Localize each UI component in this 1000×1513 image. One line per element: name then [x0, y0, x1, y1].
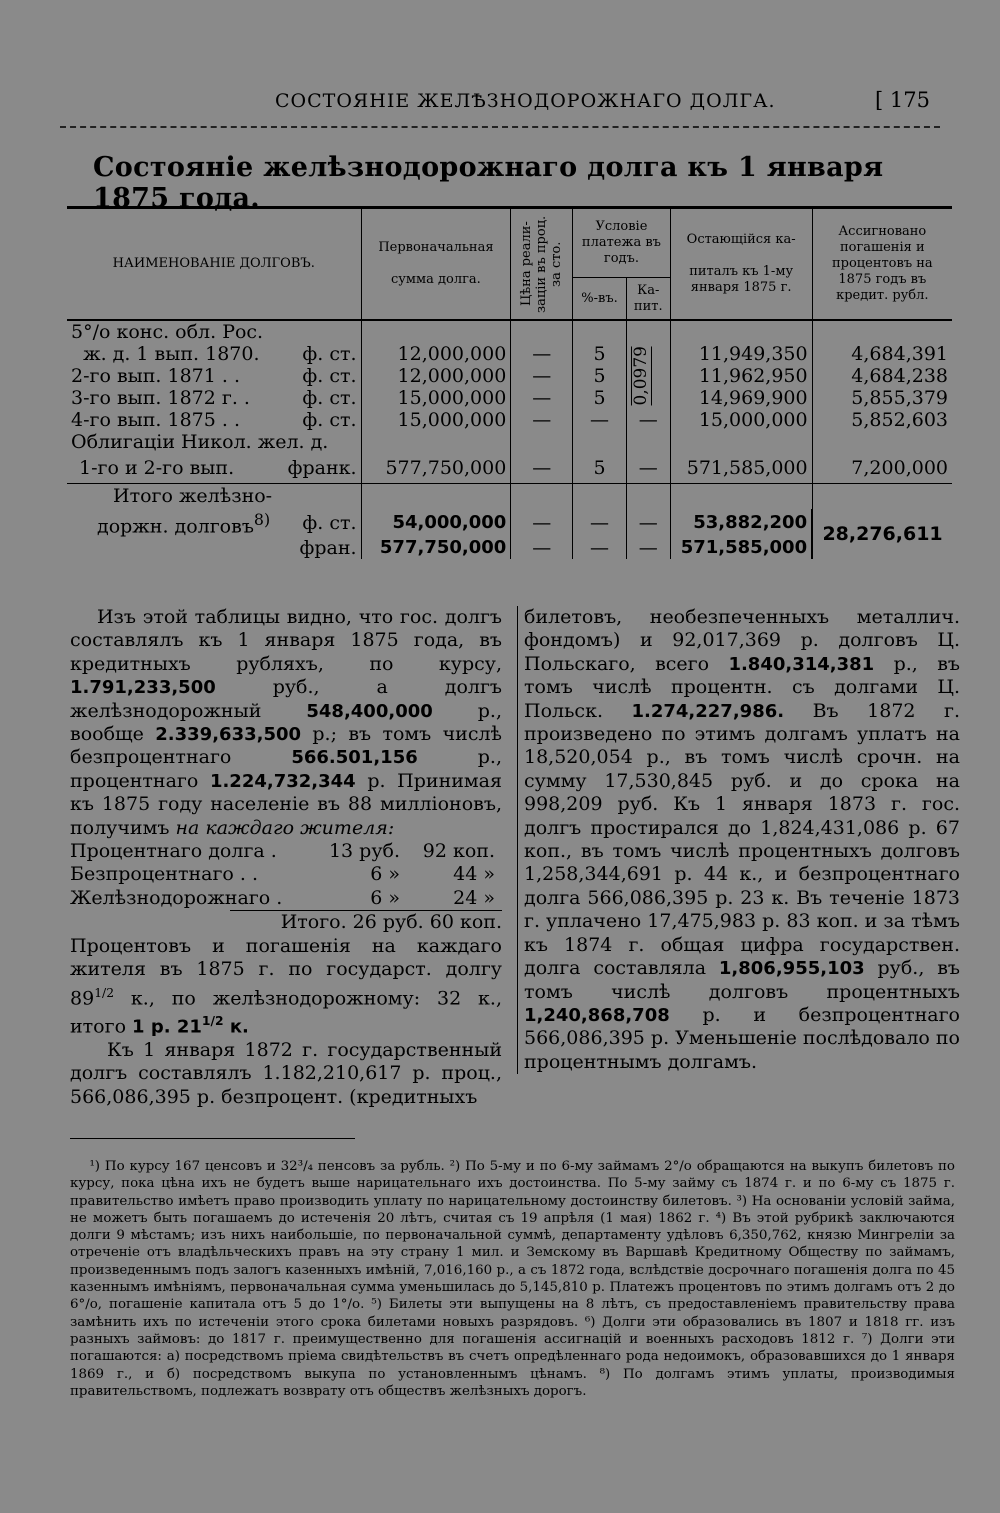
footnote-2: ²) По 5-му и по 6-му займамъ 2°/о обращаются на выкупъ билетовъ по курсу, пока цѣна ихъ не будетъ выше нарицательнаго ихъ достоинства. По 5-му займу съ 1874 г. и по 6-му съ 1875 г. правительство имѣетъ право производить уплату по нарицательному достоинству билетовъ.: [70, 1159, 955, 1209]
item-rub: 6 »: [370, 863, 400, 886]
header-assigned: Ассигновано погашенія и процентовъ на 1875 годъ въ кредит. рубл.: [812, 208, 952, 321]
total-label-line1: Итого желѣзно-: [67, 483, 361, 509]
row-cap: —: [626, 453, 670, 483]
row-name: [67, 320, 361, 343]
row-name-line2: 1-го и 2-го вып.: [79, 456, 235, 479]
cap-bracket: [626, 343, 670, 409]
row-assigned: 5,855,379: [812, 387, 952, 409]
footnote-8: ⁸) По долгамъ этимъ уплаты, производимыя правительствомъ, подлежатъ возврату отъ обществъ желѣзныхъ дорогъ.: [70, 1366, 955, 1399]
amount: 2.339,633,500: [155, 724, 302, 746]
header-remaining-line2: питалъ къ 1-му: [689, 264, 794, 279]
header-initial-line2: сумма долга.: [391, 272, 481, 287]
row-assigned: 4,684,391: [812, 343, 952, 365]
text: р. Принимая къ 1875 году населеніе въ 88 милліоновъ, получимъ: [70, 769, 502, 839]
header-remaining-line3: января 1875 г.: [690, 280, 792, 295]
table-row: [67, 431, 952, 453]
table-row: [67, 387, 952, 409]
header-terms-cap: Ка-пит.: [626, 278, 670, 320]
row-assigned: 5,852,603: [812, 409, 952, 431]
total-row: [67, 483, 952, 509]
left-column: [70, 606, 502, 1109]
item-kop: 44 »: [453, 863, 495, 886]
page-title: Состояніе желѣзнодорожнаго долга къ 1 января 1875 года.: [93, 152, 884, 214]
row-initial: 15,000,000: [361, 387, 511, 409]
row-remaining: 571,585,000: [670, 453, 812, 483]
book-page: [55, 70, 960, 1480]
table-row: [67, 409, 952, 431]
table-row: [67, 320, 952, 343]
header-remaining-line1: Остающійся ка-: [686, 232, 796, 247]
text: р., вообще: [70, 699, 503, 746]
footnote-6: ⁶) Долги эти образовались въ 1807 и 1818 гг. изъ разныхъ займовъ: до 1817 г. преимущественно для погашенія ассигнацій и военныхъ расходовъ 1812 г.: [70, 1314, 955, 1347]
total-assigned: 28,276,611: [812, 509, 952, 559]
total-dash: —: [626, 509, 670, 537]
total-row: [67, 509, 952, 537]
item-rub: 6 »: [370, 886, 400, 909]
header-terms: Условіе платежа въ годъ.: [573, 208, 671, 278]
footnote-4: ⁴) Въ этой рубрикѣ заключаются долги 9 мѣстамъ; изъ нихъ наибольшіе, по первоначальной суммѣ, департаменту удѣловъ 6,350,762, князю Мингреліи за отреченіе отъ владѣльческихъ правъ на эту страну 1 мил. и Земскому въ Варшавѣ Кредитному Обществу по займамъ, произведеннымъ подъ залогъ казенныхъ имѣній, 7,016,160 р., а съ 1872 года, вслѣдствіе досрочнаго погашенія долга по 45 казеннымъ имѣніямъ, первоначальная сумма уменьшилась до 5,145,810 р. Платежъ процентовъ по этимъ долгамъ отъ 2 до 6°/о, погашеніе капитала отъ 5 до 1°/о.: [70, 1210, 955, 1313]
row-cap: —: [626, 409, 670, 431]
paragraph: [524, 606, 960, 1074]
row-name: 4-го вып. 1875 . .: [71, 409, 241, 431]
row-assigned: 7,200,000: [812, 453, 952, 483]
row-initial: 12,000,000: [361, 343, 511, 365]
total-label-text: доржн. долговъ: [97, 515, 254, 538]
total-remaining-frc: 571,585,000: [670, 537, 812, 559]
text: Изъ этой таблицы видно, что гос. долгъ составлялъ къ 1 января 1875 года, въ кредитныхъ рубляхъ, по курсу,: [70, 606, 502, 675]
text: р., процентнаго: [70, 746, 502, 792]
table-row: [67, 453, 952, 483]
row-unit: ф. ст.: [302, 387, 357, 409]
row-unit: франк.: [287, 456, 357, 479]
row-pct: 5: [573, 453, 627, 483]
text: Къ 1 января 1872 г. государственный долгъ составлялъ 1.182,210,617 р. проц., 566,086,395 р. безпроцент. (кредитныхъ: [70, 1038, 502, 1108]
item-kop: 24 »: [453, 886, 495, 909]
row-pct: 5: [573, 365, 627, 387]
total-footnote-ref: 8): [253, 510, 271, 529]
list-item: [70, 840, 502, 863]
table-row: [67, 365, 952, 387]
text: руб., въ томъ числѣ долговъ процентныхъ: [524, 957, 960, 1003]
row-name-line1: 5°/о конс. обл. Рос.: [71, 321, 264, 343]
total-dash: —: [511, 509, 573, 537]
header-name: НАИМЕНОВАНІЕ ДОЛГОВЪ.: [67, 208, 361, 321]
table-row: [67, 343, 952, 365]
row-name: [67, 343, 274, 365]
text: р.; въ томъ числѣ безпроцентнаго: [70, 723, 502, 769]
item-kop: 92 коп.: [422, 840, 495, 863]
row-name: 2-го вып. 1871 . .: [71, 365, 241, 387]
amount: 1.274,227,986.: [631, 700, 785, 722]
amount: 1.791,233,500: [70, 677, 216, 699]
item-label: Процентнаго долга .: [70, 840, 277, 863]
amount: 1.840,314,381: [728, 653, 875, 675]
item-label: Желѣзнодорожнаго .: [70, 886, 283, 909]
paragraph: [70, 606, 502, 840]
header-initial-line1: Первоначальная: [378, 240, 494, 255]
row-pct: 5: [573, 343, 627, 365]
row-name: 3-го вып. 1872 г. .: [71, 387, 250, 409]
row-unit: ф. ст.: [302, 343, 357, 365]
total-remaining-gbp: 53,882,200: [670, 509, 812, 537]
total-dash: —: [573, 509, 627, 537]
header-price: [511, 208, 573, 321]
row-initial: 15,000,000: [361, 409, 511, 431]
footnotes: [70, 1158, 955, 1400]
row-remaining: 11,949,350: [670, 343, 812, 365]
row-name: Облигаціи Никол. жел. д.: [71, 431, 329, 453]
header-rule: [60, 126, 940, 128]
total-label-line2: [67, 509, 274, 537]
header-price-text: Цѣна реали-заціи въ проц. за сто.: [519, 215, 565, 313]
fraction: 1/2: [201, 1014, 224, 1029]
row-name-line2: ж. д. 1 вып. 1870.: [83, 343, 260, 365]
list-item: [70, 887, 502, 910]
fraction: 1/2: [94, 985, 115, 1000]
amount: 566.501,156: [291, 747, 418, 769]
header-terms-pct: %-въ.: [573, 278, 627, 320]
row-remaining: 14,969,900: [670, 387, 812, 409]
row-price: —: [511, 409, 573, 431]
row-initial: 577,750,000: [361, 453, 511, 483]
total-unit-gbp: ф. ст.: [302, 512, 357, 535]
row-initial: 12,000,000: [361, 365, 511, 387]
list-item: [70, 863, 502, 886]
header-initial: [361, 208, 511, 321]
row-unit: ф. ст.: [302, 365, 357, 387]
row-remaining: 15,000,000: [670, 409, 812, 431]
page-number: [ 175: [875, 88, 930, 112]
total-dash: —: [573, 537, 627, 559]
footnote-5: ⁵) Билеты эти выпущены на 8 лѣтъ, съ предоставленіемъ правительству права замѣнить ихъ по истеченіи этого срока билетами новыхъ разрядовъ.: [70, 1297, 955, 1330]
row-price: —: [511, 343, 573, 365]
paragraph: [70, 935, 502, 1039]
text: р., въ томъ числѣ процентн. съ долгами Ц. Польск.: [524, 652, 960, 722]
footnote-1: ¹) По курсу 167 ценсовъ и 32³/₄ пенсовъ за рубль.: [89, 1159, 445, 1174]
text: руб., а долгъ желѣзнодорожный: [70, 676, 502, 722]
per-capita-list: [70, 840, 502, 935]
row-price: —: [511, 453, 573, 483]
amount-end: к.: [223, 1016, 249, 1038]
italic-heading: на каждаго жителя:: [175, 816, 395, 839]
item-rub: 13 руб.: [328, 840, 400, 863]
text: Процентовъ и погашенія на каждаго жителя въ 1875 г. по государст. долгу 89: [70, 934, 502, 1009]
footnote-rule: [70, 1138, 355, 1139]
header-remaining: [670, 208, 812, 321]
row-price: —: [511, 387, 573, 409]
footnote-3: ³) На основаніи условій займа, не можетъ быть погашаемъ до истеченія 20 лѣтъ, считая съ 19 апрѣля (1 мая) 1862 г.: [70, 1193, 955, 1226]
footnote-7: ⁷) Долги эти погашаются: а) посредствомъ пріема свидѣтельствъ въ счетъ опредѣленнаго рода недоимокъ, образовавшихся до 1 января 1869 г., и б) посредствомъ выкупа по установленнымъ цѣнамъ.: [70, 1331, 955, 1382]
amount: 1,806,955,103: [718, 958, 865, 980]
cap-bracket-value: 0,0979: [630, 346, 651, 406]
amount: 1,240,868,708: [524, 1004, 670, 1026]
debt-table: [67, 206, 952, 559]
amount: 1.224,732,344: [209, 770, 356, 792]
total-initial-gbp: 54,000,000: [361, 509, 511, 537]
text: р. и безпроцентнаго 566,086,395 р. Уменьшеніе послѣдовало по процентнымъ долгамъ.: [524, 1003, 960, 1073]
text: билетовъ, необезпеченныхъ металлич. фондомъ) и 92,017,369 р. долговъ Ц. Польскаго, всего: [524, 606, 960, 675]
row-price: —: [511, 365, 573, 387]
item-label: Безпроцентнаго . .: [70, 863, 259, 886]
paragraph: [70, 1039, 502, 1109]
per-capita-total: Итого. 26 руб. 60 коп.: [230, 910, 502, 934]
row-pct: 5: [573, 387, 627, 409]
total-dash: —: [626, 537, 670, 559]
row-assigned: 4,684,238: [812, 365, 952, 387]
total-initial-frc: 577,750,000: [361, 537, 511, 559]
row-unit: ф. ст.: [302, 409, 357, 431]
amount: 1 р. 21: [132, 1016, 202, 1038]
running-title: СОСТОЯНІЕ ЖЕЛѢЗНОДОРОЖНАГО ДОЛГА.: [275, 90, 776, 112]
text: к., по желѣзнодорожному: 32 к., итого: [70, 986, 502, 1038]
amount: 548,400,000: [306, 700, 433, 722]
total-unit-frc: фран.: [299, 537, 357, 560]
running-header: [55, 88, 960, 118]
right-column: [517, 606, 960, 1074]
text: Въ 1872 г. произведено по этимъ долгамъ уплатъ на 18,520,054 р., въ томъ числѣ срочн. на сумму 17,530,845 руб. и до срока на 998,209 руб. Къ 1 января 1873 г. гос. долгъ простирался до 1,824,431,086 р. 67 коп., въ томъ числѣ процентныхъ долговъ 1,258,344,691 р. 44 к., и безпроцентнаго долга 566,086,395 р. 23 к. Въ теченіе 1873 г. уплачено 17,475,983 р. 83 коп. и за тѣмъ къ 1874 г. общая цифра государствен. долга составляла: [524, 699, 960, 980]
total-dash: —: [511, 537, 573, 559]
row-pct: —: [573, 409, 627, 431]
row-remaining: 11,962,950: [670, 365, 812, 387]
